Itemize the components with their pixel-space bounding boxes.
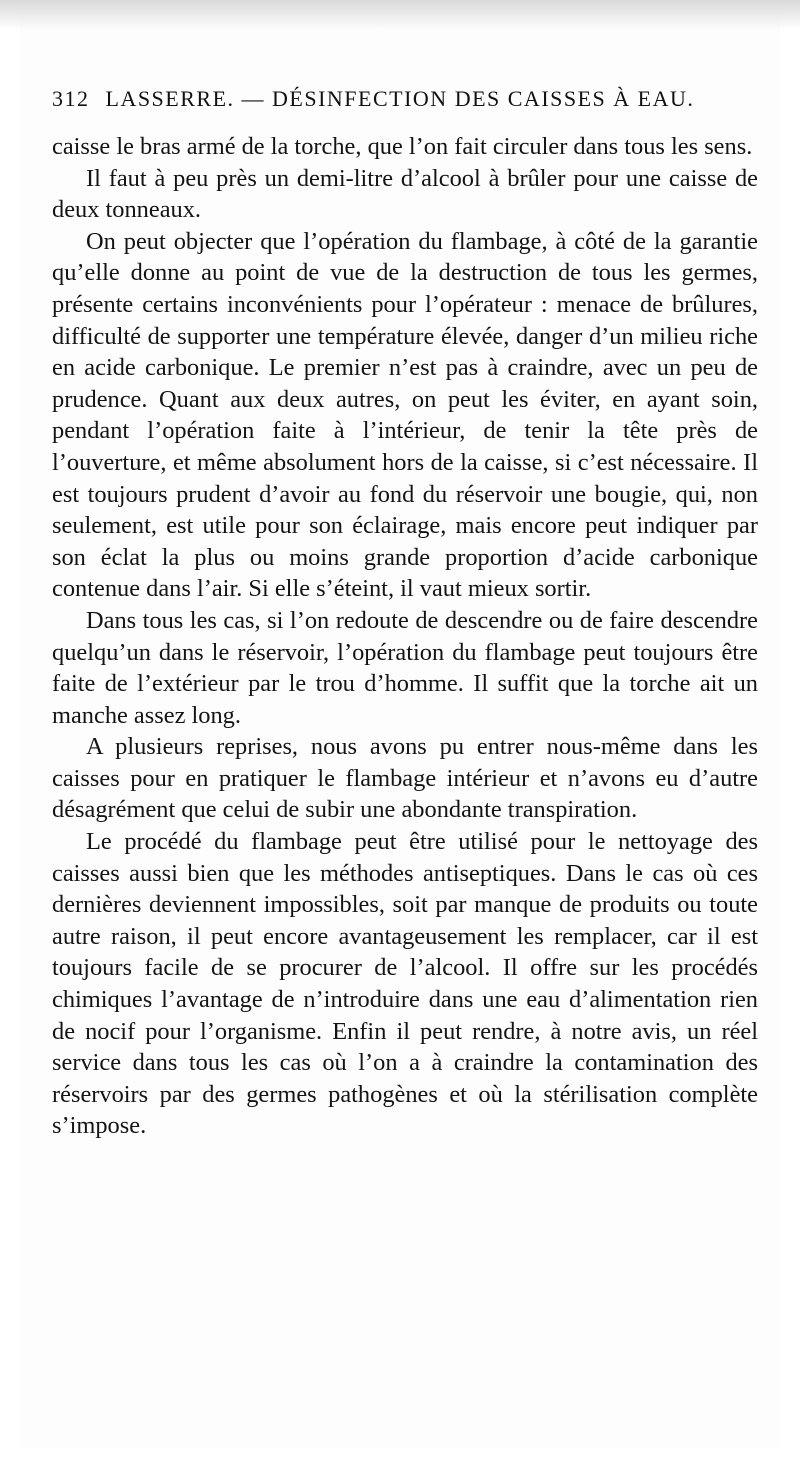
running-head-title: DÉSINFECTION DES CAISSES À EAU.: [272, 86, 695, 111]
body-text: [52, 131, 758, 1142]
paragraph: Il faut à peu près un demi-litre d’alcool à brûler pour une caisse de deux tonneaux.: [52, 164, 758, 224]
running-head-separator: —: [241, 86, 266, 111]
scan-edge-shadow: [0, 0, 800, 30]
paragraph: Dans tous les cas, si l’on redoute de descendre ou de faire descendre quelqu’un dans le réservoir, l’opération du flambage peut toujours être faite de l’extérieur par le trou d’homme. Il suffit que la torche ait un manche assez long.: [52, 606, 758, 729]
running-head: [52, 86, 752, 112]
paragraph: caisse le bras armé de la torche, que l’on fait circuler dans tous les sens.: [52, 133, 753, 160]
paragraph: On peut objecter que l’opération du flambage, à côté de la garantie qu’elle donne au point de vue de la destruction de tous les germes, présente certains inconvénients pour l’opérateur : menace de brûlures, difficulté de supporter une température élevée, danger d’un milieu riche en acide carbonique. Le premier n’est pas à craindre, avec un peu de prudence. Quant aux deux autres, on peut les éviter, en ayant soin, pendant l’opération faite à l’intérieur, de tenir la tête près de l’ouverture, et même absolument hors de la caisse, si c’est nécessaire. Il est toujours prudent d’avoir au fond du réservoir une bougie, qui, non seulement, est utile pour son éclairage, mais encore peut indiquer par son éclat la plus ou moins grande proportion d’acide carbonique contenue dans l’air. Si elle s’éteint, il vaut mieux sortir.: [52, 227, 758, 603]
page-number: 312: [52, 86, 90, 111]
paragraph: A plusieurs reprises, nous avons pu entrer nous-même dans les caisses pour en pratiquer le flambage intérieur et n’avons eu d’autre désagrément que celui de subir une abondante transpiration.: [52, 733, 758, 824]
paragraph: Le procédé du flambage peut être utilisé pour le nettoyage des caisses aussi bien que les méthodes antiseptiques. Dans le cas où ces dernières deviennent impossibles, soit par manque de produits ou toute autre raison, il peut encore avantageusement les remplacer, car il est toujours facile de se procurer de l’alcool. Il offre sur les procédés chimiques l’avantage de n’introduire dans une eau d’alimentation rien de nocif pour l’organisme. Enfin il peut rendre, à notre avis, un réel service dans tous les cas où l’on a à craindre la contamination des réservoirs par des germes pathogènes et où la stérilisation complète s’impose.: [52, 828, 758, 1140]
running-head-author: LASSERRE.: [105, 86, 235, 111]
